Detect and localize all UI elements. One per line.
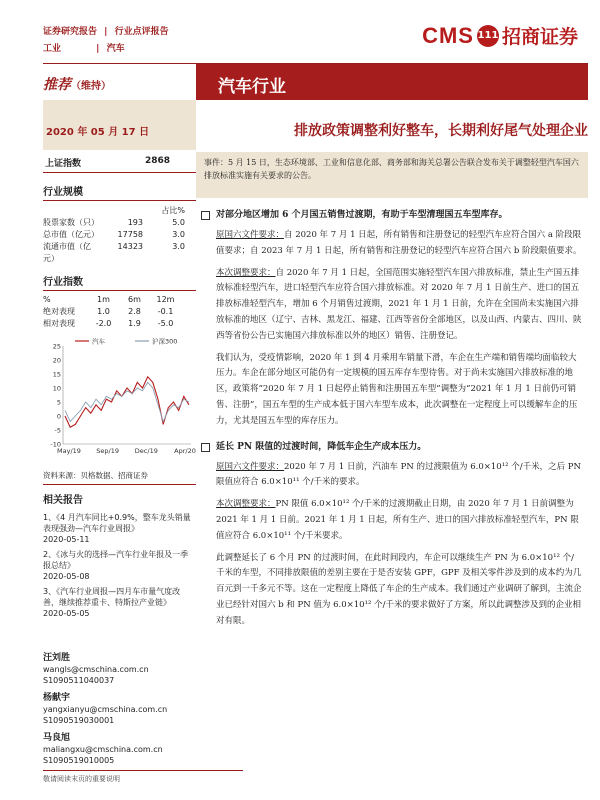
y-tick-label: 0 (56, 412, 61, 421)
rating (43, 74, 111, 94)
related-report[interactable] (43, 512, 196, 545)
index-value: 2868 (144, 156, 170, 166)
rating-label: 推荐 (43, 77, 71, 93)
y-tick-label: 15 (52, 370, 61, 379)
scale-label: 流通市值（亿元） (43, 242, 91, 263)
scale-pct: 3.0 (172, 242, 185, 251)
scale-title: 行业规模 (43, 183, 196, 201)
scale-value: 193 (127, 218, 143, 227)
report-date: 2020 年 05 月 17 日 (46, 127, 150, 138)
perf-value: -5.0 (157, 319, 174, 328)
paragraph (216, 266, 582, 345)
analyst-list (43, 653, 196, 766)
related-text: 3、《汽车行业周报—四月车市量气度改善，继续推荐重卡、特斯拉产业链》 (43, 587, 181, 607)
paragraph (216, 460, 582, 492)
scale-header-row (43, 205, 196, 217)
sidebar (43, 150, 196, 766)
event-text: 事件：5 月 15 日，生态环境部、工业和信息化部、商务部和海关总署公告联合发布关于调整轻型汽车国六排放标准实施有关要求的公告。 (204, 158, 579, 180)
logo-zh: 招商证券 (501, 26, 578, 48)
paragraph (216, 351, 582, 430)
perf-label: 相对表现 (43, 319, 75, 328)
analyst-id: S1090519030001 (43, 716, 115, 725)
related-report[interactable] (43, 549, 196, 582)
scale-pct: 3.0 (172, 230, 185, 239)
scale-label: 股票家数（只） (43, 218, 99, 227)
perf-value: 1.0 (97, 307, 110, 316)
perf-header-cell: % (43, 295, 51, 304)
related-text: 2、《冰与火的选择—汽车行业年报及一季报总结》 (43, 550, 189, 570)
rating-note: （维持） (71, 81, 111, 92)
related-title: 相关报告 (43, 495, 83, 506)
scale-pct: 5.0 (172, 218, 185, 227)
paragraph-label: 本次调整要求： (216, 499, 276, 510)
perf-title: 行业指数 (43, 273, 196, 291)
perf-label: 绝对表现 (43, 307, 75, 316)
report-type: 证券研究报告 (43, 27, 98, 37)
index-label: 上证指数 (45, 159, 82, 169)
scale-value: 17758 (117, 230, 143, 239)
footer-rule (43, 770, 243, 771)
x-tick-label: Apr/20 (174, 447, 196, 455)
perf-header-cell: 1m (97, 295, 110, 304)
y-tick-label: 20 (52, 356, 61, 365)
analyst-email[interactable]: yangxianyu@cmschina.com.cn (43, 705, 168, 714)
perf-table (43, 294, 196, 330)
section-heading: 对部分地区增加 6 个月国五销售过渡期，有助于车型清理国五车型库存。 (216, 208, 582, 222)
related-list (43, 512, 196, 619)
chart-source: 资料来源：贝格数据、招商证券 (43, 470, 196, 485)
series-line-0 (65, 377, 189, 427)
y-tick-label: 5 (56, 398, 61, 407)
index-row (43, 150, 196, 173)
index-chart-svg (43, 334, 196, 462)
analyst (43, 653, 196, 686)
event-box (196, 152, 588, 198)
perf-row (43, 318, 196, 330)
paragraph-label: 原国六文件要求： (216, 230, 285, 240)
analyst-email[interactable]: maliangxu@cmschina.com.cn (43, 745, 163, 754)
y-tick-label: -10 (50, 440, 61, 449)
legend-label-0: 汽车 (92, 337, 105, 346)
paragraph-text: 自 2020 年 7 月 1 日起，所有销售和注册登记的轻型汽车应符合国六 a 阶段限值要求；自 2023 年 7 月 1 日起，所有销售和注册登记的轻型汽车应符合国六 b 阶段限值要求。 (216, 230, 582, 256)
scale-value: 14323 (117, 242, 143, 251)
paragraph-text: 此调整延长了 6 个月 PN 的过渡时间，在此时间段内，车企可以继续生产 PN 为 6.0×10¹² 个/千米的车型，不同排放限值的差别主要在于是否安装 GPF，GPF 及相关零件涉及到的成本约为几百元到一千多元不等。这在一定程度上降低了车企的生产成本。我们通过产业调研了解到，主流企业已经针对国六 b 和 PN 值为 6.0×10¹² 个/千米的要求做好了方案，所以此调整涉及到的企业相对有限。 (216, 552, 582, 626)
logo-cms: CMS (422, 22, 474, 48)
paragraph (216, 228, 582, 260)
perf-value: -0.1 (157, 307, 174, 316)
analyst-name: 杨献宇 (43, 693, 71, 703)
industry-title: 汽车行业 (218, 77, 286, 97)
perf-row (43, 306, 196, 318)
perf-header-row (43, 294, 196, 306)
perf-header-cell: 6m (128, 295, 141, 304)
paragraph-text: 我们认为，受疫情影响，2020 年 1 到 4 月乘用车销量下滑，车企在生产端和销售端均面临较大压力。车企在部分地区可能仍有一定规模的国五库存车型待售。对于尚未实施国六排放标准的地区，政策将“2020 年 7 月 1 日起停止销售和注册国五车型”调整为“2021 年 1 月 1 日前仍可销售、注册”，国五车型的生产成本低于国六车型车成本，此次调整在一定程度上可以缓解车企的压力，尤其是国五车型的库存压力。 (216, 352, 578, 426)
section-heading: 延长 PN 限值的过渡时间，降低车企生产成本压力。 (216, 440, 582, 454)
industry-banner (196, 64, 588, 100)
sector-label: 工业 (43, 44, 62, 54)
sub-sector-label: 汽车 (106, 44, 125, 54)
perf-value: 2.8 (128, 307, 141, 316)
scale-row (43, 241, 196, 265)
x-tick-label: Dec/19 (134, 447, 158, 455)
x-tick-label: Sep/19 (96, 447, 120, 455)
paragraph-text: PN 限值 6.0×10¹² 个/千米的过渡期截止日期，由 2020 年 7 月 1 日前调整为 2021 年 1 月 1 日前。2021 年 1 月 1 日起，所有生产、进口的国六排放标准轻型汽车，PN 限值应符合 6.0×10¹¹ 个/千米要求。 (216, 499, 579, 541)
paragraph-text: 自 2020 年 7 月 1 日起，全国范围实施轻型汽车国六排放标准，禁止生产国五排放标准轻型汽车，进口轻型汽车应符合国六排放标准。对 2020 年 7 月 1 日前生产、进口的国五排放标准轻型汽车，增加 6 个月销售过渡期，2021 年 1 月 1 日前，允许在全国尚未实施国六排放标准的地区（辽宁、吉林、黑龙江、福建、江西等省份全部地区，以及山西、内蒙古、四川、陕西等省份公告已实施国六排放标准以外的地区）销售、注册登记。 (216, 267, 582, 341)
scale-label: 总市值（亿元） (43, 230, 99, 239)
y-tick-label: 25 (52, 342, 61, 351)
related-text: 1、《4 月汽车同比+0.9%，整车龙头销量表现强劲—汽车行业周报》 (43, 513, 191, 533)
index-chart (43, 334, 196, 466)
header-nav: 证券研究报告 | 行业点评报告 工业 | 汽车 (43, 24, 173, 58)
perf-value: 1.9 (128, 319, 141, 328)
analyst-name: 马良旭 (43, 733, 71, 743)
paragraph-label: 原国六文件要求： (216, 461, 285, 472)
logo-emblem-icon: 111 (477, 25, 499, 47)
report-subtype: 行业点评报告 (114, 27, 169, 37)
legend-label-1: 沪深300 (152, 337, 178, 346)
scale-header: 占比% (161, 206, 185, 215)
scale-row (43, 217, 196, 229)
scale-table (43, 217, 196, 265)
analyst-id: S1090519010005 (43, 756, 115, 765)
perf-value: -2.0 (95, 319, 112, 328)
scale-row (43, 229, 196, 241)
paragraph-label: 本次调整要求： (216, 267, 276, 278)
analyst (43, 733, 196, 766)
analyst-email[interactable]: wangls@cmschina.com.cn (43, 665, 149, 674)
paragraph (216, 551, 582, 630)
report-title: 排放政策调整利好整车，长期利好尾气处理企业 (294, 123, 588, 139)
related-date: 2020-05-11 (43, 535, 90, 544)
analyst-name: 汪刘胜 (43, 653, 71, 663)
footer-note: 敬请阅读末页的重要说明 (43, 775, 120, 783)
related-date: 2020-05-05 (43, 609, 90, 618)
analyst (43, 693, 196, 726)
y-tick-label: -5 (54, 426, 61, 435)
related-date: 2020-05-08 (43, 572, 90, 581)
main-content (196, 198, 588, 630)
perf-header-cell: 12m (156, 295, 175, 304)
paragraph (216, 497, 582, 544)
paragraph-text: 2020 年 7 月 1 日前，汽油车 PN 的过渡限值为 6.0×10¹² 个/千米，之后 PN 限值应符合 6.0×10¹¹ 个/千米的要求。 (216, 461, 581, 488)
related-report[interactable] (43, 586, 196, 619)
x-tick-label: May/19 (57, 447, 81, 455)
company-logo (422, 22, 578, 49)
analyst-id: S1090511040037 (43, 676, 115, 685)
y-tick-label: 10 (52, 384, 61, 393)
